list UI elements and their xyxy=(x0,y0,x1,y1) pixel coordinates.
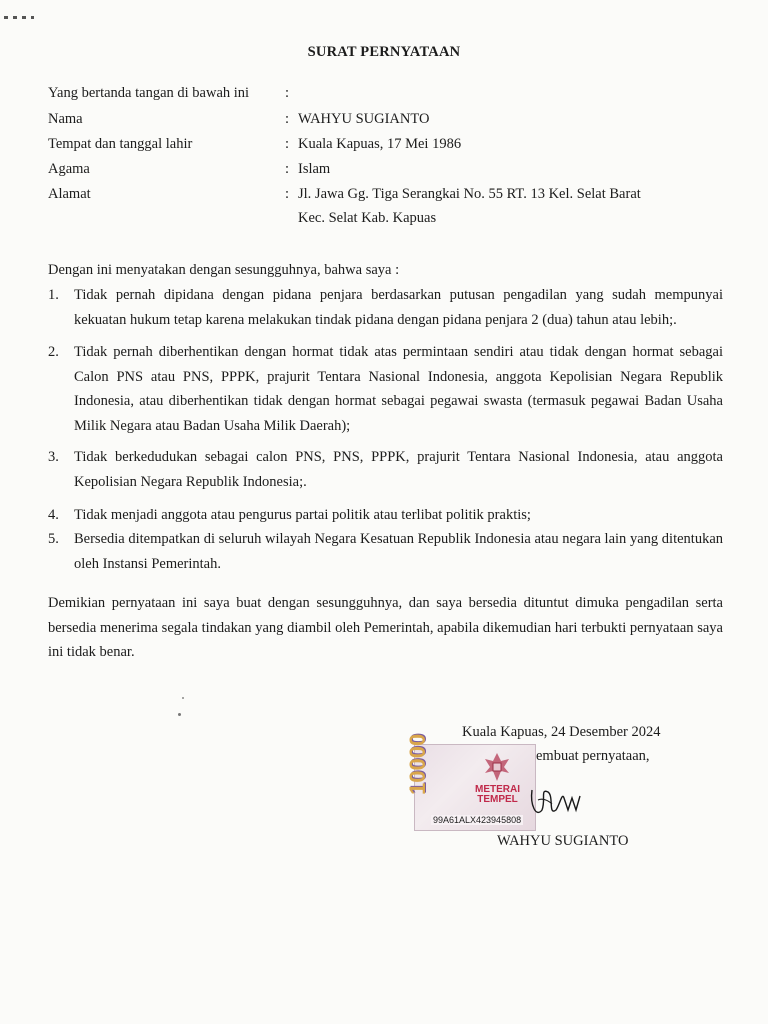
identity-value-continued: Kec. Selat Kab. Kapuas xyxy=(298,210,437,226)
item-text: Tidak berkedudukan sebagai calon PNS, PNS, PPPK, prajurit Tentara Nasional Indonesia, atau anggota Kepolisian Negara Republik Indonesia;. xyxy=(74,449,723,490)
scan-artifact xyxy=(178,713,181,716)
statement-item xyxy=(48,340,723,438)
identity-colon: : xyxy=(285,136,290,152)
identity-label: Tempat dan tanggal lahir xyxy=(48,136,193,152)
identity-value: WAHYU SUGIANTO xyxy=(298,111,430,127)
item-text: Tidak pernah diberhentikan dengan hormat tidak atas permintaan sendiri atau tidak dengan hormat sebagai Calon PNS atau PNS, PPPK, prajurit Tentara Nasional Indonesia, anggota Kepolisian Negara Republik Indonesia, atau diberhentikan tidak dengan hormat sebagai pegawai swasta (termasuk pegawai Badan Usaha Milik Negara atau Badan Usaha Milik Daerah); xyxy=(74,344,723,434)
identity-value: Islam xyxy=(298,161,331,177)
item-number: 5. xyxy=(48,531,59,547)
identity-value: Jl. Jawa Gg. Tiga Serangkai No. 55 RT. 13 Kel. Selat Barat xyxy=(298,186,641,202)
item-number: 4. xyxy=(48,507,59,523)
identity-colon: : xyxy=(285,111,290,127)
garuda-emblem-icon xyxy=(479,749,515,785)
stamp-value: 10000 xyxy=(405,733,430,795)
stamp-label: METERAI TEMPEL xyxy=(475,784,520,805)
item-text: Tidak pernah dipidana dengan pidana penjara berdasarkan putusan pengadilan yang sudah mempunyai kekuatan hukum tetap karena melakukan tindak pidana dengan pidana penjara 2 (dua) tahun atau lebih;. xyxy=(74,287,723,328)
document-title: SURAT PERNYATAAN xyxy=(307,44,461,60)
signature-place-date: Kuala Kapuas, 24 Desember 2024 xyxy=(462,724,661,740)
identity-colon: : xyxy=(285,186,290,202)
item-text: Bersedia ditempatkan di seluruh wilayah Negara Kesatuan Republik Indonesia atau negara lain yang ditentukan oleh Instansi Pemerintah. xyxy=(74,531,723,572)
item-number: 2. xyxy=(48,344,59,360)
scan-artifact xyxy=(182,697,184,699)
scan-artifact xyxy=(4,16,34,19)
statement-item xyxy=(48,503,723,528)
identity-label: Alamat xyxy=(48,186,91,202)
identity-colon: : xyxy=(285,85,290,101)
stamp-serial: 99A61ALX423945808 xyxy=(433,815,522,825)
identity-value: Kuala Kapuas, 17 Mei 1986 xyxy=(298,136,462,152)
statement-item xyxy=(48,527,723,576)
handwritten-signature xyxy=(512,770,602,830)
identity-label: Nama xyxy=(48,111,83,127)
signature-maker-label: embuat pernyataan, xyxy=(536,748,650,764)
signatory-name: WAHYU SUGIANTO xyxy=(497,833,629,849)
identity-label: Yang bertanda tangan di bawah ini xyxy=(48,85,250,101)
statement-intro: Dengan ini menyatakan dengan sesungguhnya, bahwa saya : xyxy=(48,262,400,278)
identity-colon: : xyxy=(285,161,290,177)
closing-paragraph: Demikian pernyataan ini saya buat dengan sesungguhnya, dan saya bersedia dituntut dimuka pengadilan serta bersedia menerima segala tindakan yang diambil oleh Pemerintah, apabila dikemudian hari terbukti pernyataan saya ini tidak benar. xyxy=(48,595,723,660)
identity-label: Agama xyxy=(48,161,90,177)
statement-item xyxy=(48,283,723,332)
item-number: 3. xyxy=(48,449,59,465)
item-text: Tidak menjadi anggota atau pengurus partai politik atau terlibat politik praktis; xyxy=(74,507,531,523)
statement-item xyxy=(48,445,723,494)
item-number: 1. xyxy=(48,287,59,303)
